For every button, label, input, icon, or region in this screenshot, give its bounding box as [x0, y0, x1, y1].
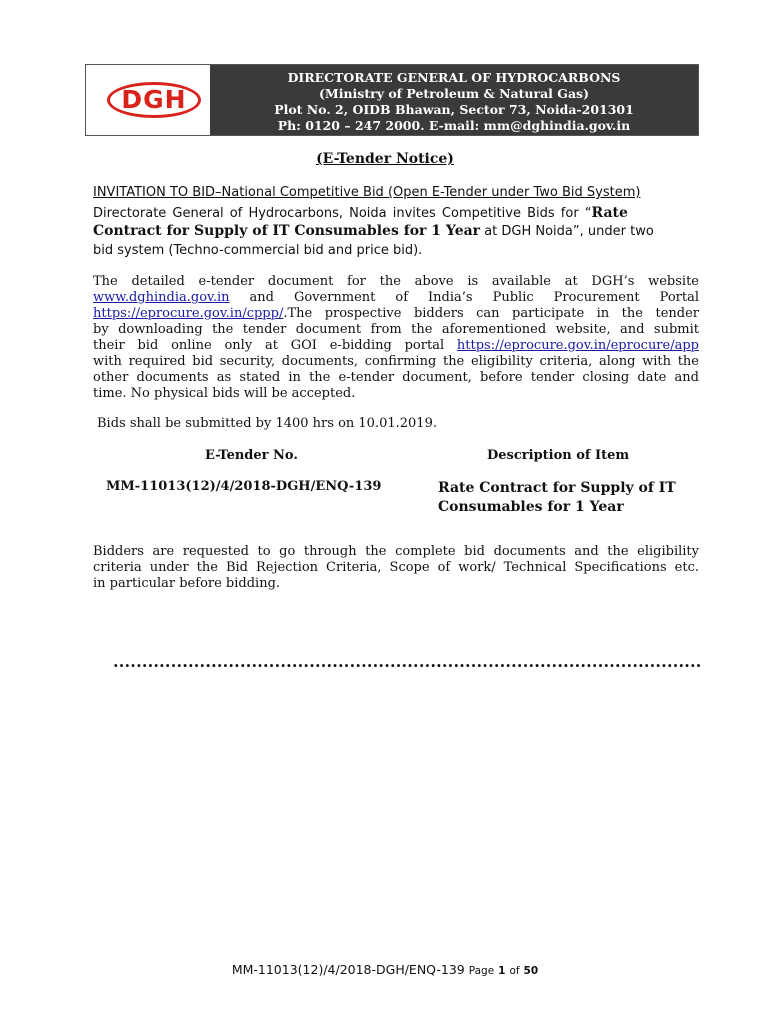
- invitation-line-3: bid system (Techno-commercial bid and price bid).: [93, 243, 423, 258]
- eprocure-app-link[interactable]: https://eprocure.gov.in/eprocure/app: [456, 338, 699, 353]
- org-name: DIRECTORATE GENERAL OF HYDROCARBONS: [287, 70, 621, 85]
- closing-line-3: in particular before bidding.: [93, 576, 281, 591]
- footer-of-word: of: [509, 965, 520, 977]
- dgh-logo: [107, 82, 201, 118]
- org-address: Plot No. 2, OIDB Bhawan, Sector 73, Noida-201301: [274, 102, 634, 117]
- details-line-2-rest: and Government of India’s Public Procurement Portal: [229, 290, 699, 305]
- details-line-1: The detailed e-tender document for the above is available at DGH’s website: [93, 274, 699, 289]
- ministry-name: (Ministry of Petroleum & Natural Gas): [318, 86, 590, 101]
- details-paragraph: [93, 274, 699, 402]
- invitation-line-2: [93, 223, 699, 240]
- dgh-website-link[interactable]: www.dghindia.gov.in: [93, 290, 230, 305]
- cppp-portal-link[interactable]: https://eprocure.gov.in/cppp/: [93, 306, 284, 321]
- details-line-5: [93, 338, 699, 354]
- item-description-line-2: Consumables for 1 Year: [438, 499, 624, 515]
- details-line-3-rest: .The prospective bidders can participate in the tender: [283, 306, 699, 321]
- invitation-line-1: [93, 205, 699, 222]
- closing-line-1: Bidders are requested to go through the complete bid documents and the eligibility: [93, 544, 699, 559]
- invitation-text-2: at DGH Noida”, under two: [480, 224, 654, 239]
- details-line-3: [93, 306, 699, 322]
- logo-text: DGH: [121, 85, 187, 114]
- bids-submission: Bids shall be submitted by 1400 hrs on 10.01.2019.: [97, 416, 437, 431]
- col-header-description: Description of Item: [487, 448, 630, 463]
- invitation-bold-1: Rate: [591, 205, 628, 221]
- col-header-tender-no: E-Tender No.: [205, 448, 298, 463]
- closing-paragraph: [93, 544, 699, 592]
- tender-number: MM-11013(12)/4/2018-DGH/ENQ-139: [106, 479, 382, 494]
- letterhead: [85, 64, 699, 136]
- item-description: [438, 479, 676, 517]
- org-contact: Ph: 0120 – 247 2000. E-mail: mm@dghindia.gov.in: [277, 118, 631, 133]
- footer-total-pages: 50: [523, 965, 539, 977]
- footer-page-number: 1: [498, 965, 506, 977]
- invitation-bold-2: Contract for Supply of IT Consumables for 1 Year: [93, 223, 481, 239]
- footer-page-word: Page: [468, 965, 495, 977]
- details-line-2: [93, 290, 699, 306]
- footer-reference: MM-11013(12)/4/2018-DGH/ENQ-139: [231, 962, 465, 977]
- header-band: [210, 65, 698, 135]
- item-description-line-1: Rate Contract for Supply of IT: [438, 480, 676, 496]
- details-line-6: with required bid security, documents, confirming the eligibility criteria, along with the: [93, 354, 699, 369]
- details-line-8: time. No physical bids will be accepted.: [93, 386, 356, 401]
- dotted-separator: ......................................................................................................: [113, 652, 702, 668]
- notice-title: (E-Tender Notice): [316, 151, 454, 167]
- invitation-heading: INVITATION TO BID–National Competitive Bid (Open E-Tender under Two Bid System): [93, 185, 641, 200]
- details-line-7: other documents as stated in the e-tender document, before tender closing date and: [93, 370, 699, 385]
- invitation-text-1: Directorate General of Hydrocarbons, Noida invites Competitive Bids for “: [93, 206, 592, 221]
- details-line-4: by downloading the tender document from the aforementioned website, and submit: [93, 322, 699, 337]
- details-line-5-start: their bid online only at GOI e-bidding portal: [93, 338, 457, 353]
- page-footer: [0, 962, 770, 977]
- logo-area: [86, 65, 210, 135]
- closing-line-2: criteria under the Bid Rejection Criteria, Scope of work/ Technical Specifications etc.: [93, 560, 699, 575]
